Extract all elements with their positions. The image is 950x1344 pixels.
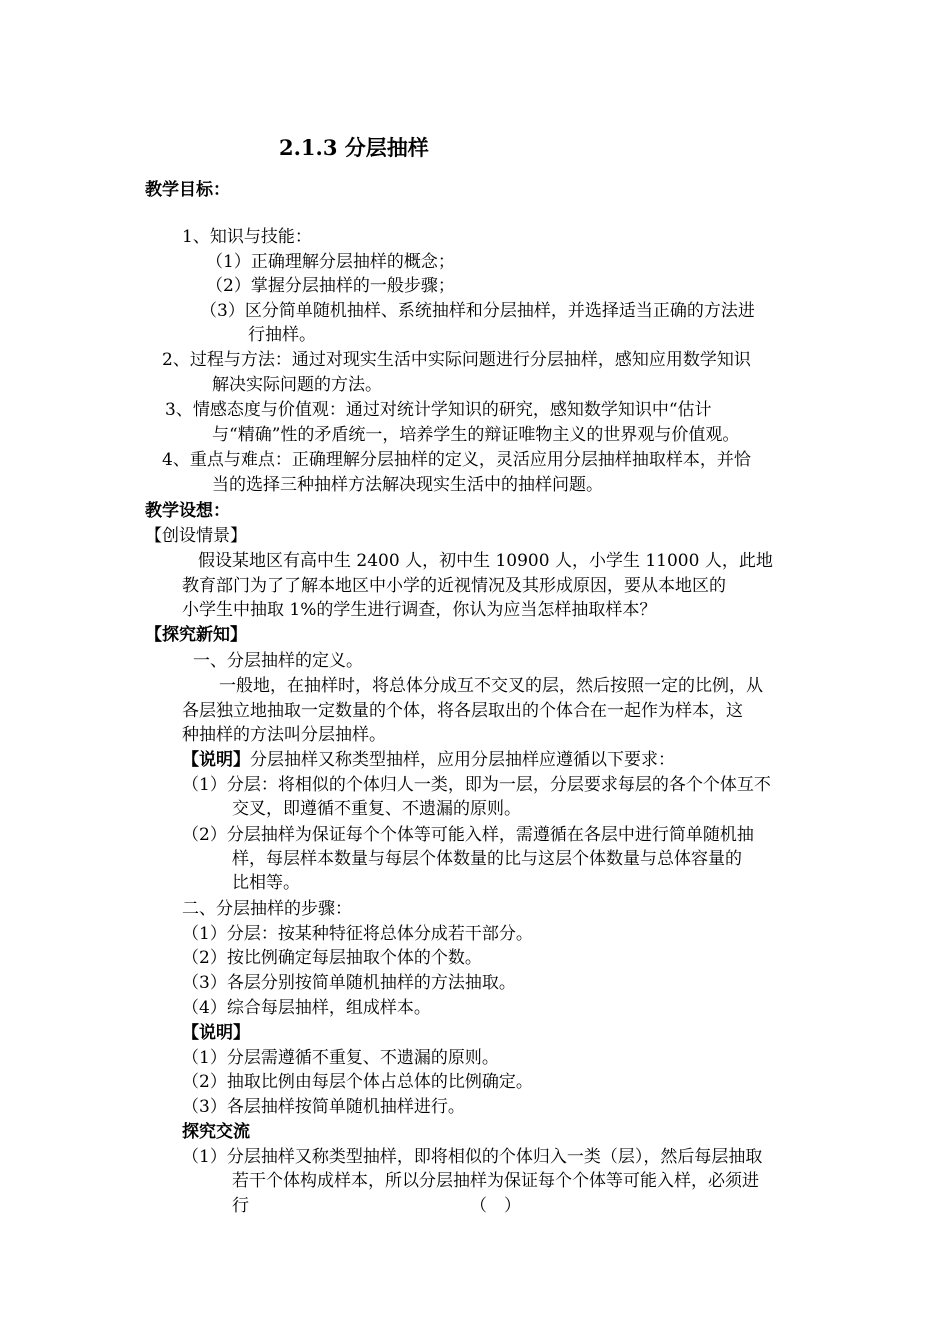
goal-1: 1、知识与技能： (182, 227, 312, 247)
scenario-line-1: 假设某地区有高中生 2400 人，初中生 10900 人，小学生 11000 人，此地 (198, 551, 773, 571)
exchange-heading: 探究交流 (182, 1122, 250, 1142)
design-heading: 教学设想： (145, 501, 230, 521)
goal-4: 4、重点与难点：正确理解分层抽样的定义，灵活应用分层抽样抽取样本，并恰 (162, 450, 751, 470)
section-2-title: 二、分层抽样的步骤： (182, 899, 352, 919)
requirement-1: （1）分层：将相似的个体归人一类，即为一层，分层要求每层的各个个体互不 (182, 775, 771, 795)
requirement-2-cont-2: 比相等。 (232, 873, 300, 893)
definition-line-1: 一般地，在抽样时，将总体分成互不交叉的层，然后按照一定的比例，从 (219, 676, 763, 696)
step-4: （4）综合每层抽样，组成样本。 (182, 998, 431, 1018)
step-2: （2）按比例确定每层抽取个体的个数。 (182, 948, 482, 968)
page-title: 2.1.3 分层抽样 (279, 135, 429, 160)
scenario-line-2: 教育部门为了了解本地区中小学的近视情况及其形成原因，要从本地区的 (182, 576, 726, 596)
answer-blank: （ ） (470, 1196, 521, 1216)
step-1: （1）分层：按某种特征将总体分成若干部分。 (182, 924, 533, 944)
step-3: （3）各层分别按简单随机抽样的方法抽取。 (182, 973, 516, 993)
requirement-1-cont: 交叉，即遵循不重复、不遗漏的原则。 (232, 799, 521, 819)
definition-line-2: 各层独立地抽取一定数量的个体，将各层取出的个体合在一起作为样本，这 (182, 701, 743, 721)
requirement-2-cont-1: 样，每层样本数量与每层个体数量的比与这层个体数量与总体容量的 (232, 849, 742, 869)
scenario-heading: 【创设情景】 (145, 526, 247, 546)
note-2-label: 【说明】 (182, 1023, 250, 1043)
goal-1-sub-3: （3）区分简单随机抽样、系统抽样和分层抽样，并选择适当正确的方法进 (200, 301, 755, 321)
definition-line-3: 种抽样的方法叫分层抽样。 (182, 725, 386, 745)
scenario-line-3: 小学生中抽取 1%的学生进行调查，你认为应当怎样抽取样本？ (182, 600, 657, 620)
note-text: 分层抽样又称类型抽样，应用分层抽样应遵循以下要求： (250, 750, 675, 770)
note-line (182, 748, 675, 772)
goal-3: 3、情感态度与价值观：通过对统计学知识的研究，感知数学知识中“估计 (165, 400, 712, 420)
note-2-item-1: （1）分层需遵循不重复、不遗漏的原则。 (182, 1048, 499, 1068)
note-2-item-2: （2）抽取比例由每层个体占总体的比例确定。 (182, 1072, 533, 1092)
goal-2-cont: 解决实际问题的方法。 (212, 375, 382, 395)
note-label: 【说明】 (182, 750, 250, 770)
explore-heading: 【探究新知】 (145, 625, 247, 645)
note-2-item-3: （3）各层抽样按简单随机抽样进行。 (182, 1097, 465, 1117)
question-1-cont: 若干个体构成样本，所以分层抽样为保证每个个体等可能入样，必须进 (232, 1171, 759, 1191)
goal-3-cont: 与“精确”性的矛盾统一，培养学生的辩证唯物主义的世界观与价值观。 (212, 425, 740, 445)
goal-1-sub-1: （1）正确理解分层抽样的概念； (206, 252, 455, 272)
goal-2: 2、过程与方法：通过对现实生活中实际问题进行分层抽样，感知应用数学知识 (162, 350, 751, 370)
requirement-2: （2）分层抽样为保证每个个体等可能入样，需遵循在各层中进行简单随机抽 (182, 825, 754, 845)
goal-1-sub-3-cont: 行抽样。 (248, 325, 316, 345)
goals-heading: 教学目标： (145, 180, 230, 200)
goal-4-cont: 当的选择三种抽样方法解决现实生活中的抽样问题。 (212, 475, 603, 495)
section-1-title: 一、分层抽样的定义。 (193, 651, 363, 671)
goal-1-sub-2: （2）掌握分层抽样的一般步骤； (206, 276, 455, 296)
question-1: （1）分层抽样又称类型抽样，即将相似的个体归入一类（层），然后每层抽取 (182, 1147, 763, 1167)
question-1-end: 行 (232, 1196, 249, 1216)
